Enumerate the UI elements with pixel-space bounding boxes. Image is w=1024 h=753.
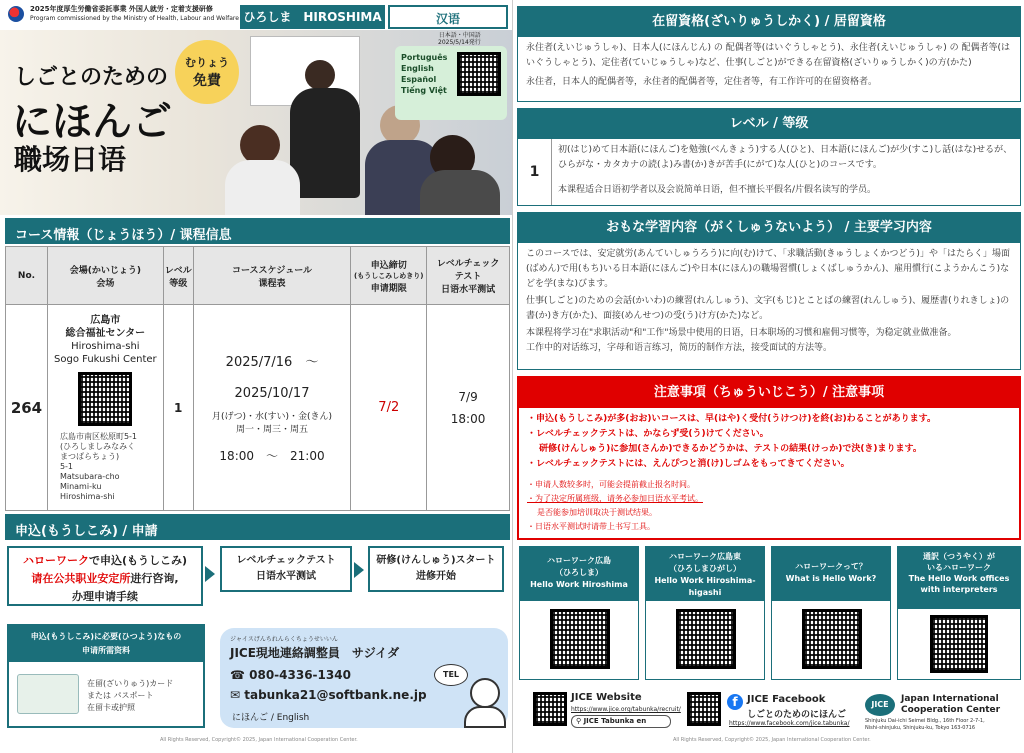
- course-table-header: [6, 247, 510, 305]
- apply-section-title: 申込(もうしこみ) / 申請: [5, 514, 510, 540]
- free-badge: [175, 40, 239, 104]
- hw1-jp: ハローワーク広島: [547, 556, 611, 565]
- step1-line2: [9, 570, 201, 588]
- hw3-jp: ハローワークって？: [795, 562, 867, 571]
- lang-vi: Tiếng Việt: [401, 86, 447, 95]
- th-deadline: [351, 247, 427, 305]
- venue-1: 広島市: [90, 314, 121, 326]
- mail-icon: ✉: [230, 688, 245, 702]
- apply-step-2: [220, 546, 352, 592]
- hero-section: [0, 30, 512, 215]
- contact-phone: 080-4336-1340: [249, 668, 351, 682]
- table-row: [6, 305, 510, 511]
- org-name-2: Cooperation Center: [901, 705, 1001, 715]
- search-text: JICE Tabunka en: [583, 717, 647, 725]
- student-body: [225, 160, 300, 215]
- residence-section: [517, 6, 1021, 102]
- right-page: [512, 0, 1024, 753]
- hw4-jp: 通訳（つうやく）が: [923, 552, 995, 561]
- languages-box: [395, 46, 507, 120]
- schedule-start: 2025/7/16 ～: [225, 355, 319, 370]
- contact-email: tabunka21@softbank.ne.jp: [244, 688, 427, 702]
- content-title: おもな学習内容（がくしゅうないよう） / 主要学习内容: [518, 213, 1020, 243]
- arrow-right-icon: [354, 562, 364, 578]
- th-venue: [47, 247, 163, 305]
- languages-list: [401, 52, 447, 96]
- hw2-en: Hello Work Hiroshima-higashi: [654, 576, 756, 597]
- right-copyright: All Rights Reserved, Copyright© 2025, Japan International Cooperation Center.: [673, 737, 871, 743]
- hw2-jp: ハローワーク広島東: [669, 552, 741, 561]
- level-title: レベル / 等级: [518, 109, 1020, 139]
- teacher-figure: [305, 60, 335, 90]
- step1-red: ハローワーク: [22, 554, 89, 567]
- th-test-jp: レベルチェック: [436, 259, 500, 269]
- hw4-en: The Hello Work offices with interpreters: [908, 574, 1010, 594]
- website-label: JICE Website: [571, 692, 642, 703]
- schedule-days-cn: 周一・周三・周五: [236, 425, 309, 435]
- org-name-1: Japan International: [901, 694, 999, 704]
- addr-7: Hiroshima-shi: [59, 491, 115, 501]
- org-addr-2: Nishi-shinjuku, Shinjuku-ku, Tokyo 163-0716: [865, 725, 975, 731]
- documents-box: [7, 624, 205, 728]
- edition-lang: 日本語・中国語: [438, 32, 481, 39]
- venue-qr-code[interactable]: [78, 372, 132, 426]
- badge-line-1: むりょう: [185, 56, 229, 69]
- course-deadline: 7/2: [351, 305, 427, 511]
- course-table: [5, 246, 510, 511]
- th-venue-cn: 会场: [96, 278, 115, 289]
- docs-2: または パスポート: [87, 691, 154, 700]
- tel-bubble: TEL: [434, 664, 468, 686]
- hw4-qr-code[interactable]: [930, 615, 988, 673]
- addr-4: 5-1: [59, 461, 74, 471]
- residence-text-cn: 永住者，日本人的配偶者等，永住者的配偶者等，定住者等，有工作许可的在留资格者。: [526, 77, 878, 87]
- notes-jp: [519, 408, 1019, 476]
- residence-text-jp: 永住者(えいじゅうしゃ)、日本人(にほんじん) の 配偶者等(はいぐうしゃとう)、永住者(えいじゅうしゃ) の 配偶者等(はいぐうしゃとう)、定住者(ていじゅうしゃ)など、仕事(しごと)ができる在留資格(ざいりゅうしかく)の方(かた): [526, 43, 1011, 68]
- edition-info: [438, 32, 481, 46]
- ministry-jp: 2025年度厚生労働省委託事業 外国人就労・定着支援研修: [30, 5, 213, 13]
- addr-5: Matsubara-cho: [59, 471, 120, 481]
- notes-cn: [519, 476, 1019, 536]
- schedule-end: 2025/10/17: [234, 386, 310, 401]
- languages-qr-code[interactable]: [457, 52, 501, 96]
- step1-cn2: 办理申请手续: [72, 590, 138, 603]
- documents-title: [9, 626, 203, 662]
- phone-icon: ☎: [230, 668, 250, 682]
- note-2: ・レベルチェックテストは、かならず受(う)けてください。: [527, 429, 769, 439]
- facebook-sub: しごとのためのにほんご: [747, 710, 847, 720]
- contact-langs: にほんご / English: [232, 713, 310, 723]
- note-1: ・申込(もうしこみ)が多(おお)いコースは、早(はや)く受付(うけつけ)を終(お)わることがあります。: [527, 414, 936, 424]
- step3-cn: 进修开始: [416, 571, 456, 582]
- level-text-jp: 初(はじ)めて日本語(にほんご)を勉強(べんきょう)する人(ひと)、日本語(にほんご)が少(すこ)し話(はな)せるが、ひらがな・カタカナの読(よ)み書(か)きが苦手(にがて)な人(ひと)のコースです。: [558, 145, 1013, 170]
- student-figure: [240, 125, 280, 165]
- course-schedule: [193, 305, 351, 511]
- facebook-label: JICE Facebook: [747, 694, 826, 705]
- level-section: [517, 108, 1021, 206]
- th-test-cn: 日语水平测试: [441, 285, 496, 295]
- org-addr-1: Shinjuku Dai-ichi Seimei Bldg., 16th Floor 2-7-1,: [865, 718, 985, 724]
- note-cn-4: ・日语水平测试时请带上书写工具。: [527, 522, 655, 531]
- th-schedule-jp: コーススケジュール: [232, 265, 313, 276]
- city-label: ひろしま HIROSHIMA: [240, 5, 385, 29]
- th-test-jp2: テスト: [454, 272, 482, 282]
- teacher-body: [290, 88, 360, 198]
- hw2-header: [646, 547, 764, 601]
- th-level: [163, 247, 193, 305]
- hw1-qr-code[interactable]: [550, 609, 610, 669]
- th-venue-jp: 会場(かいじょう): [69, 265, 141, 276]
- step2-cn: 日语水平测试: [256, 571, 316, 582]
- content-p4: 工作中的对话练习，字母和语言练习，简历的制作方法，接受面试的方法等。: [526, 343, 833, 353]
- hw3-header: [772, 547, 890, 601]
- schedule-time: 18:00 ～ 21:00: [219, 449, 325, 463]
- contact-title: JICE現地連絡調整員 サジイダ: [230, 646, 400, 660]
- operator-body-icon: [464, 706, 506, 728]
- addr-2: (ひろしましみなみく: [59, 441, 136, 451]
- note-cn-3: 是否能参加培训取决于测试结果。: [537, 508, 657, 517]
- hw1-jp2: （ひろしま）: [555, 568, 603, 577]
- th-deadline-kana: (もうしこみしめきり): [354, 271, 424, 280]
- website-url[interactable]: https://www.jice.org/tabunka/recruit/: [571, 706, 681, 713]
- content-p1: このコースでは、安定就労(あんていしゅうろう)に向(む)けて、「求職活動(きゅうしょくかつどう)」や「はたらく」場面(ばめん)で用(もち)いる日本語(にほんご)や日本(にほん)の職場習慣(しょくばしゅうかん)、雇用慣行(こようかんこう)などを学(まな)びます。: [526, 249, 1010, 289]
- ministry-logo-icon: [8, 6, 24, 22]
- facebook-icon: f: [727, 694, 743, 710]
- step1-line1: [9, 552, 201, 570]
- venue-3: Hiroshima-shi: [71, 340, 140, 352]
- notes-section: [517, 376, 1021, 540]
- facebook-qr-code[interactable]: [687, 692, 721, 726]
- operator-icon: [470, 678, 500, 708]
- schedule-days-jp: 月(げつ)・水(すい)・金(きん): [211, 412, 333, 422]
- residence-card-icon: [17, 674, 79, 714]
- course-test: [427, 305, 510, 511]
- content-p2: 仕事(しごと)のための会話(かいわ)の練習(れんしゅう)、文字(もじ)とことばの練習(れんしゅう)、履歴書(りれきしょ)の書(か)き方(かた)、面接(めんせつ)の受(う)け方(かた)など。: [526, 296, 1010, 321]
- residence-title: 在留資格(ざいりゅうしかく) / 居留資格: [518, 7, 1020, 37]
- hw3-qr-code[interactable]: [802, 609, 862, 669]
- course-no: 264: [6, 305, 48, 511]
- note-cn-1: ・申请人数较多时，可能会提前截止报名时间。: [527, 480, 695, 489]
- step1-cn-red: 请在公共职业安定所: [31, 572, 131, 585]
- badge-line-2: 免費: [193, 73, 221, 89]
- course-level: 1: [163, 305, 193, 511]
- language-label: 汉语: [388, 5, 508, 29]
- th-test: [427, 247, 510, 305]
- left-copyright: All Rights Reserved, Copyright© 2025, Japan International Cooperation Center.: [160, 737, 358, 743]
- venue-4: Sogo Fukushi Center: [54, 353, 157, 365]
- search-icon: ⚲: [576, 717, 584, 725]
- test-time: 18:00: [450, 411, 486, 426]
- hw4-header: [898, 547, 1020, 609]
- th-schedule-cn: 课程表: [258, 278, 286, 289]
- documents-list: [87, 678, 173, 714]
- contact-email-row[interactable]: [230, 688, 427, 702]
- note-cn-2: ・为了决定所属班级，请务必参加日语水平考试。: [527, 494, 703, 503]
- level-number: 1: [518, 139, 552, 205]
- org-name: [901, 694, 1000, 716]
- content-p3: 本课程将学习在"求职活动"和"工作"场景中使用的日语，日本职场的习惯和雇佣习惯等，为稳定就业做准备。: [526, 328, 957, 338]
- docs-3: 在留卡或护照: [87, 703, 135, 712]
- th-deadline-jp: 申込締切: [370, 260, 407, 271]
- hw3-en: What is Hello Work?: [785, 574, 877, 583]
- note-4: ・レベルチェックテストには、えんぴつと消(け)しゴムをもってきてください。: [527, 459, 850, 469]
- hw1-en: Hello Work Hiroshima: [530, 580, 628, 589]
- student-body-3: [420, 170, 500, 215]
- addr-6: Minami-ku: [59, 481, 102, 491]
- lang-es: Español: [401, 75, 437, 84]
- step3-jp: 研修(けんしゅう)スタート: [376, 555, 496, 566]
- edition-date: 2025/5/14発行: [438, 39, 481, 46]
- apply-step-1: [7, 546, 203, 606]
- org-address: [865, 718, 985, 732]
- hw2-jp2: （ひろしまひがし）: [669, 564, 741, 573]
- addr-1: 広島市南区松原町5-1: [59, 431, 138, 441]
- th-schedule: [193, 247, 351, 305]
- th-no: No.: [6, 247, 48, 305]
- lang-pt: Português: [401, 53, 448, 62]
- lang-en: English: [401, 64, 434, 73]
- title-line-3: 職场日语: [14, 143, 127, 176]
- course-venue: [47, 305, 163, 511]
- arrow-right-icon: [205, 566, 215, 582]
- title-line-2: にほんご: [12, 99, 172, 145]
- hellowork-card-3[interactable]: [771, 546, 891, 680]
- jice-logo-icon: JICE: [865, 694, 895, 716]
- facebook-url[interactable]: https://www.facebook.com/jice.tabunka/: [729, 720, 850, 727]
- addr-3: まつばらちょう): [59, 451, 120, 461]
- contact-box: [220, 628, 508, 728]
- test-date: 7/9: [458, 389, 478, 404]
- level-text-cn: 本课程适合日语初学者以及会说简单日语，但不擅长平假名/片假名读写的学员。: [558, 185, 877, 195]
- step1-cn: 进行咨询,: [130, 572, 179, 585]
- website-qr-code[interactable]: [533, 692, 567, 726]
- hellowork-card-2[interactable]: [645, 546, 765, 680]
- venue-2: 総合福祉センター: [65, 327, 146, 339]
- step2-jp: レベルチェックテスト: [236, 555, 336, 566]
- course-section-title: コース情報（じょうほう）/ 课程信息: [5, 218, 510, 244]
- th-level-jp: レベル: [164, 265, 192, 276]
- venue-address: [48, 432, 163, 502]
- ministry-en: Program commissioned by the Ministry of Health, Labour and Welfare: [30, 15, 239, 22]
- hw4-jp2: いるハローワーク: [927, 563, 991, 572]
- search-box[interactable]: [571, 715, 671, 728]
- hw1-header: [520, 547, 638, 601]
- step1-jp: で申込(もうしこみ): [88, 554, 188, 567]
- hellowork-card-4[interactable]: [897, 546, 1021, 680]
- contact-kana: ジャイスげんちれんらくちょうせいいん: [230, 636, 338, 643]
- content-section: [517, 212, 1021, 370]
- hellowork-card-1[interactable]: [519, 546, 639, 680]
- th-level-cn: 等级: [169, 278, 188, 289]
- title-line-1: しごとのための: [14, 65, 169, 90]
- notes-title: 注意事項（ちゅういじこう）/ 注意事项: [519, 378, 1019, 408]
- docs-title-jp: 申込(もうしこみ)に必要(ひつよう)なもの: [30, 632, 182, 641]
- note-3: 研修(けんしゅう)に参加(さんか)できるかどうかは、テストの結果(けっか)で決(き)まります。: [539, 444, 922, 454]
- th-deadline-cn: 申请期限: [370, 283, 407, 294]
- contact-phone-row[interactable]: [230, 668, 351, 682]
- docs-1: 在留(ざいりゅう)カード: [87, 679, 174, 688]
- docs-title-cn: 申请所需资料: [82, 646, 130, 655]
- apply-step-3: [368, 546, 504, 592]
- hw2-qr-code[interactable]: [676, 609, 736, 669]
